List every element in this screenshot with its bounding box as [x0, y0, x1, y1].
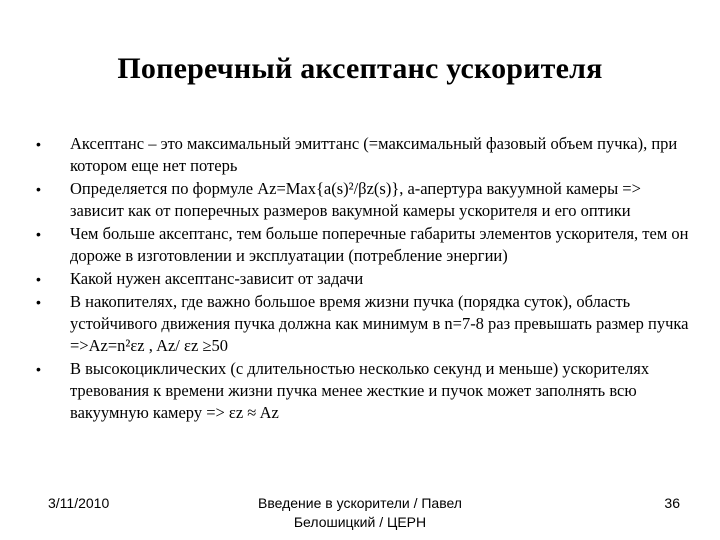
bullet-text: Аксептанс – это максимальный эмиттанс (=максимальный фазовый объем пучка), при котором еще нет потерь — [70, 134, 678, 175]
bullet-icon: • — [36, 271, 41, 287]
bullet-item — [36, 223, 696, 267]
page-number: 36 — [664, 495, 680, 511]
bullet-text: Определяется по формуле Az=Max{a(s)²/βz(s)}, a-апертура вакуумной камеры => зависит как от поперечных размеров вакумной камеры ускорителя и его оптики — [70, 179, 641, 220]
bullet-icon: • — [36, 294, 41, 310]
slide-title: Поперечный аксептанс ускорителя — [117, 52, 603, 85]
bullet-text: В накопителях, где важно большое время жизни пучка (порядка суток), область устойчивого движения пучка должна как минимум в n=7-8 раз превышать размер пучка =>Az=n²εz , Az/ εz ≥50 — [70, 292, 689, 355]
bullet-icon: • — [36, 181, 41, 197]
bullet-icon: • — [36, 226, 41, 242]
bullet-text: Какой нужен аксептанс-зависит от задачи — [70, 269, 364, 288]
bullet-item — [36, 291, 696, 357]
bullet-item — [36, 268, 696, 290]
bullet-list — [36, 133, 696, 425]
bullet-icon: • — [36, 136, 41, 152]
bullet-item — [36, 358, 696, 424]
footer-date: 3/11/2010 — [48, 495, 110, 511]
bullet-item — [36, 178, 696, 222]
bullet-item — [36, 133, 696, 177]
bullet-text: В высокоциклических (с длительностью несколько секунд и меньше) ускорителях тревования к времени жизни пучка менее жесткие и пучок может заполнять всю вакуумную камеру => εz ≈ Az — [70, 359, 650, 422]
bullet-icon: • — [36, 361, 41, 377]
bullet-text: Чем больше аксептанс, тем больше поперечные габариты элементов ускорителя, тем он дороже в изготовлении и эксплуатации (потребление энергии) — [70, 224, 689, 265]
footer-author: Введение в ускорители / Павел Белошицкий / ЦЕРН — [258, 495, 462, 530]
